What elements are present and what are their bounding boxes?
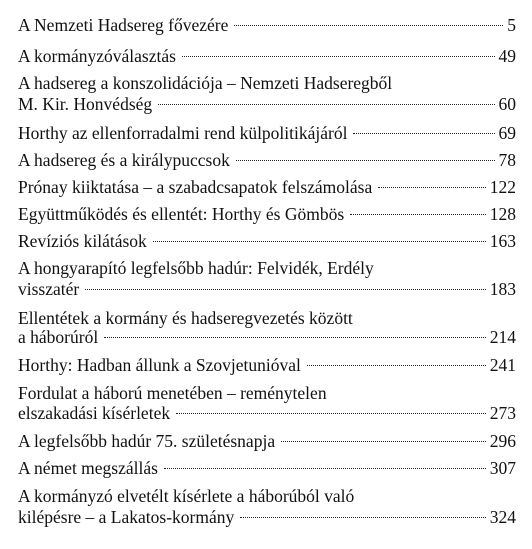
toc-page-number: 5 [507, 15, 516, 35]
toc-line [18, 277, 516, 301]
toc-page-number: 163 [489, 231, 516, 251]
toc-entry-title-continued: M. Kir. Honvédség [18, 94, 153, 114]
toc-entry-title-continued: visszatér [18, 279, 80, 299]
toc-page-number: 183 [489, 279, 516, 299]
toc-entry-title: Horthy az ellenforradalmi rend külpolitikájáról [18, 123, 348, 143]
toc-page-number: 241 [489, 355, 516, 375]
toc-line [18, 148, 516, 172]
toc-line [18, 229, 516, 253]
dot-leader [234, 25, 503, 26]
toc-page-number: 69 [498, 123, 516, 143]
toc-page-number: 214 [489, 327, 516, 347]
dot-leader [153, 241, 486, 242]
toc-entry-title: A kormányzó elvetélt kísérlete a háborúból való [18, 486, 355, 506]
toc-line [18, 202, 516, 226]
dot-leader [240, 517, 486, 518]
toc-line [18, 401, 516, 425]
toc-entry-title: Együttműködés és ellentét: Horthy és Gömbös [18, 204, 345, 224]
toc-entry-title: Ellentétek a kormány és hadseregvezetés között [18, 308, 353, 328]
dot-leader [104, 337, 486, 338]
toc-line [18, 121, 516, 145]
toc-entry-title: A kormányzóválasztás [18, 46, 176, 66]
dot-leader [158, 104, 494, 105]
toc-line [18, 13, 516, 37]
dot-leader [378, 187, 486, 188]
toc-page-number: 128 [489, 204, 516, 224]
toc-entry-title: A hadsereg és a királypuccsok [18, 150, 230, 170]
toc-line [18, 505, 516, 529]
toc-line [18, 44, 516, 68]
toc-entry-title: A német megszállás [18, 458, 158, 478]
toc-page-number: 122 [489, 177, 516, 197]
dot-leader [236, 160, 495, 161]
toc-entry-title: Horthy: Hadban állunk a Szovjetunióval [18, 355, 301, 375]
toc-entry-title: A hadsereg a konszolidációja – Nemzeti Hadseregből [18, 73, 393, 93]
toc-entry-title-continued: a háborúról [18, 327, 99, 347]
dot-leader [182, 56, 495, 57]
dot-leader [164, 468, 486, 469]
dot-leader [281, 441, 486, 442]
toc-page-number: 296 [489, 431, 516, 451]
dot-leader [353, 133, 494, 134]
toc-page-number: 49 [498, 46, 516, 66]
toc-entry-title: Revíziós kilátások [18, 231, 147, 251]
toc-line [18, 175, 516, 199]
toc-line [18, 429, 516, 453]
toc-line [18, 456, 516, 480]
toc-entry-title: A hongyarapító legfelsőbb hadúr: Felvidék, Erdély [18, 258, 374, 278]
toc-page-number: 273 [489, 403, 516, 423]
dot-leader [307, 365, 486, 366]
toc-line [18, 353, 516, 377]
toc-line [18, 92, 516, 116]
toc-page-number: 60 [498, 94, 516, 114]
toc-entry-title: A legfelsőbb hadúr 75. születésnapja [18, 431, 276, 451]
toc-page-number: 324 [489, 507, 516, 527]
toc-page-number: 78 [498, 150, 516, 170]
toc-entry-title-continued: kilépésre – a Lakatos-kormány [18, 507, 235, 527]
toc-entry-title: Prónay kiiktatása – a szabadcsapatok felszámolása [18, 177, 373, 197]
dot-leader [350, 214, 486, 215]
toc-page-number: 307 [489, 458, 516, 478]
toc-entry-title: A Nemzeti Hadsereg fővezére [18, 15, 229, 35]
toc-line [18, 325, 516, 349]
dot-leader [176, 413, 486, 414]
toc-entry-title: Fordulat a háború menetében – reménytelen [18, 383, 327, 403]
toc-entry-title-continued: elszakadási kísérletek [18, 403, 171, 423]
dot-leader [85, 289, 486, 290]
